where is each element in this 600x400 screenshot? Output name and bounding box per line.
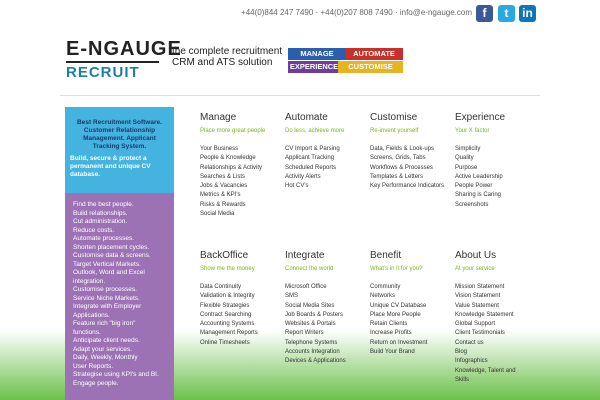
menu-link[interactable]: Client Testimonials xyxy=(455,330,505,337)
menu-link[interactable]: SMS xyxy=(285,293,299,300)
menu-link[interactable]: Metrics & KPI's xyxy=(200,192,241,199)
menu-link[interactable]: Report Writers xyxy=(285,330,324,337)
sidebar-benefit-line: Outlook, Word and Excel xyxy=(73,269,145,276)
column-title[interactable]: Automate xyxy=(285,112,328,123)
sidebar-benefit-line: Customise data & screens. xyxy=(73,252,151,259)
menu-column-benefit xyxy=(370,250,445,357)
menu-link[interactable]: Mission Statement xyxy=(455,284,505,290)
logo-subtitle[interactable]: RECRUIT xyxy=(66,64,140,81)
logo-divider xyxy=(66,61,159,63)
menu-link[interactable]: Screenshots xyxy=(455,201,489,208)
menu-link[interactable]: Your Business xyxy=(200,146,239,152)
column-subtitle[interactable]: Your X factor xyxy=(455,128,490,134)
menu-link[interactable]: Microsoft Office xyxy=(285,284,327,290)
menu-link[interactable]: Hot CV's xyxy=(285,183,309,190)
sidebar-benefit-line: Shorten placement cycles. xyxy=(73,243,150,251)
logo-wordmark[interactable]: E-NGAUGE xyxy=(66,38,182,60)
column-title[interactable]: About Us xyxy=(455,250,497,261)
site-header xyxy=(60,30,540,96)
column-subtitle[interactable]: At your service xyxy=(455,266,495,272)
sidebar xyxy=(65,107,174,400)
menu-link[interactable]: Websites & Portals xyxy=(285,321,336,328)
column-subtitle[interactable]: Show me the money xyxy=(200,266,255,272)
menu-column-backoffice xyxy=(200,250,275,348)
menu-link[interactable]: Accounts Integration xyxy=(285,349,340,356)
column-title[interactable]: Integrate xyxy=(285,250,325,261)
menu-link[interactable]: Value Statement xyxy=(455,302,499,309)
menu-link[interactable]: People Power xyxy=(455,183,493,190)
menu-link[interactable]: Blog xyxy=(455,349,468,356)
sidebar-benefit-line: functions. xyxy=(73,328,101,336)
menu-link[interactable]: Validation & Integrity xyxy=(200,293,255,300)
pill-manage: MANAGE xyxy=(288,48,346,60)
menu-link[interactable]: Relationships & Activity xyxy=(200,164,263,171)
menu-link[interactable]: Build Your Brand xyxy=(370,349,415,356)
menu-link[interactable]: Templates & Letters xyxy=(370,173,424,180)
column-link-list xyxy=(200,283,275,348)
menu-link[interactable]: Searches & Lists xyxy=(200,173,246,180)
menu-link[interactable]: Scheduled Reports xyxy=(285,164,337,171)
pill-customise: CUSTOMISE xyxy=(338,61,403,73)
menu-column-integrate xyxy=(285,250,360,367)
column-subtitle[interactable]: Do less, achieve more xyxy=(285,128,345,134)
menu-link[interactable]: Infographics xyxy=(455,358,488,365)
menu-link[interactable]: Networks xyxy=(370,293,396,300)
sidebar-benefit-line: Integrate with Employer xyxy=(73,303,142,310)
column-title[interactable]: Customise xyxy=(370,112,418,123)
sidebar-benefit-line: Customise processes. xyxy=(73,286,137,293)
tagline: the complete recruitment CRM and ATS solution xyxy=(172,46,283,68)
menu-link[interactable]: CV Import & Parsing xyxy=(285,146,340,152)
menu-link[interactable]: Activity Alerts xyxy=(285,173,321,180)
sidebar-benefit-line: Reduce costs. xyxy=(73,226,115,234)
menu-column-automate xyxy=(285,112,360,191)
sidebar-benefit-line: User Reports. xyxy=(73,362,114,370)
menu-link[interactable]: Increase Profits xyxy=(370,330,412,337)
menu-link[interactable]: Online Timesheets xyxy=(200,339,250,346)
menu-link[interactable]: Sharing is Caring xyxy=(455,192,502,199)
menu-link[interactable]: Knowledge Statement xyxy=(455,311,514,318)
sidebar-purple-panel xyxy=(65,193,174,400)
column-subtitle[interactable]: What's in it for you? xyxy=(370,266,423,272)
sidebar-benefit-line: Engage people. xyxy=(73,379,119,387)
sidebar-blue-panel xyxy=(65,107,174,193)
column-link-list xyxy=(370,145,445,191)
sidebar-benefit-line: Cut administration. xyxy=(73,218,128,225)
menu-column-manage xyxy=(200,112,275,219)
menu-link[interactable]: Contact us xyxy=(455,339,484,346)
contact-info[interactable]: +44(0)844 247 7490 · +44(0)207 808 7490 · info@e-ngauge.com xyxy=(241,8,472,17)
menu-column-experience xyxy=(455,112,530,210)
sidebar-benefit-line: Target Vertical Markets. xyxy=(73,260,141,268)
column-title[interactable]: BackOffice xyxy=(200,250,249,261)
sidebar-benefit-line: Find the best people. xyxy=(73,201,134,208)
menu-link[interactable]: Workflows & Processes xyxy=(370,164,433,171)
menu-link[interactable]: Job Boards & Posters xyxy=(285,311,344,318)
menu-link[interactable]: Return on Investment xyxy=(370,339,428,346)
sidebar-benefit-line: Feature rich "big iron" xyxy=(73,320,136,327)
column-title[interactable]: Benefit xyxy=(370,250,402,261)
menu-link[interactable]: Applicant Tracking xyxy=(285,155,335,162)
column-subtitle[interactable]: Place more great people xyxy=(200,128,266,134)
menu-link[interactable]: Vision Statement xyxy=(455,293,501,300)
sidebar-benefit-line: Daily, Weekly, Monthly xyxy=(73,354,138,361)
pill-automate: AUTOMATE xyxy=(345,48,403,60)
menu-link[interactable]: Contract Searching xyxy=(200,311,252,318)
column-link-list xyxy=(455,283,530,385)
menu-link[interactable]: Data Continuity xyxy=(200,284,242,290)
top-bar xyxy=(0,0,600,26)
column-link-list xyxy=(370,283,445,357)
menu-link[interactable]: Social Media xyxy=(200,211,235,218)
sidebar-benefit-line: Strategise using KPI's and BI. xyxy=(73,371,159,378)
menu-link[interactable]: Accounting Systems xyxy=(200,321,255,328)
sidebar-benefit-line: Anticipate client needs. xyxy=(73,337,140,344)
menu-link[interactable]: Data, Fields & Look-ups xyxy=(370,146,435,152)
menu-link[interactable]: Key Performance Indicators xyxy=(370,183,445,190)
menu-column-about-us xyxy=(455,250,530,385)
menu-link[interactable]: Global Support xyxy=(455,321,496,328)
column-subtitle[interactable]: Re-invent yourself xyxy=(370,128,419,134)
column-link-list xyxy=(285,145,360,191)
column-title[interactable]: Experience xyxy=(455,112,506,123)
menu-link[interactable]: Place More People xyxy=(370,311,421,318)
menu-link[interactable]: Quality xyxy=(455,155,474,162)
twitter-icon[interactable]: t xyxy=(498,5,515,22)
menu-link[interactable]: Risks & Rewards xyxy=(200,201,246,208)
sidebar-benefit-line: integration. xyxy=(73,277,106,285)
linkedin-icon[interactable]: in xyxy=(519,5,536,22)
column-subtitle[interactable]: Connect the world xyxy=(285,266,334,272)
sidebar-benefit-line: Adapt your services. xyxy=(73,345,132,353)
menu-link[interactable]: Flexible Strategies xyxy=(200,302,250,309)
menu-link[interactable]: Jobs & Vacancies xyxy=(200,183,248,190)
menu-link[interactable]: Retain Clients xyxy=(370,321,408,328)
menu-link[interactable]: Telephone Systems xyxy=(285,339,338,346)
menu-link[interactable]: Community xyxy=(370,284,401,290)
sidebar-benefit-line: Automate processes. xyxy=(73,235,135,242)
column-link-list xyxy=(455,145,530,210)
menu-link[interactable]: Management Reports xyxy=(200,330,258,337)
menu-link[interactable]: Screens, Grids, Tabs xyxy=(370,155,426,162)
menu-column-customise xyxy=(370,112,445,191)
sidebar-benefit-line: Service Niche Markets. xyxy=(73,294,140,302)
facebook-icon[interactable]: f xyxy=(476,5,493,22)
sidebar-heading: Best Recruitment Software. Customer Relationship Management. Applicant Tracking System. xyxy=(77,119,162,150)
sidebar-benefit-line: Build relationships. xyxy=(73,209,128,217)
pill-experience: EXPERIENCE xyxy=(289,62,339,71)
menu-link[interactable]: Unique CV Database xyxy=(370,302,427,309)
menu-link[interactable]: Purpose xyxy=(455,164,478,171)
column-title[interactable]: Manage xyxy=(200,112,237,123)
column-link-list xyxy=(200,145,275,219)
menu-link[interactable]: Active Leadership xyxy=(455,173,503,180)
menu-link[interactable]: Social Media Sites xyxy=(285,302,335,309)
menu-link[interactable]: Devices & Applications xyxy=(285,358,346,365)
menu-link[interactable]: Simplicity xyxy=(455,146,481,152)
menu-link[interactable]: People & Knowledge xyxy=(200,155,256,162)
menu-link[interactable]: Knowledge, Talent and Skills xyxy=(455,367,516,383)
column-link-list xyxy=(285,283,360,367)
sidebar-intro: Build, secure & protect a permanent and unique CV database. xyxy=(70,155,151,178)
sidebar-benefit-line: Applications. xyxy=(73,311,110,319)
